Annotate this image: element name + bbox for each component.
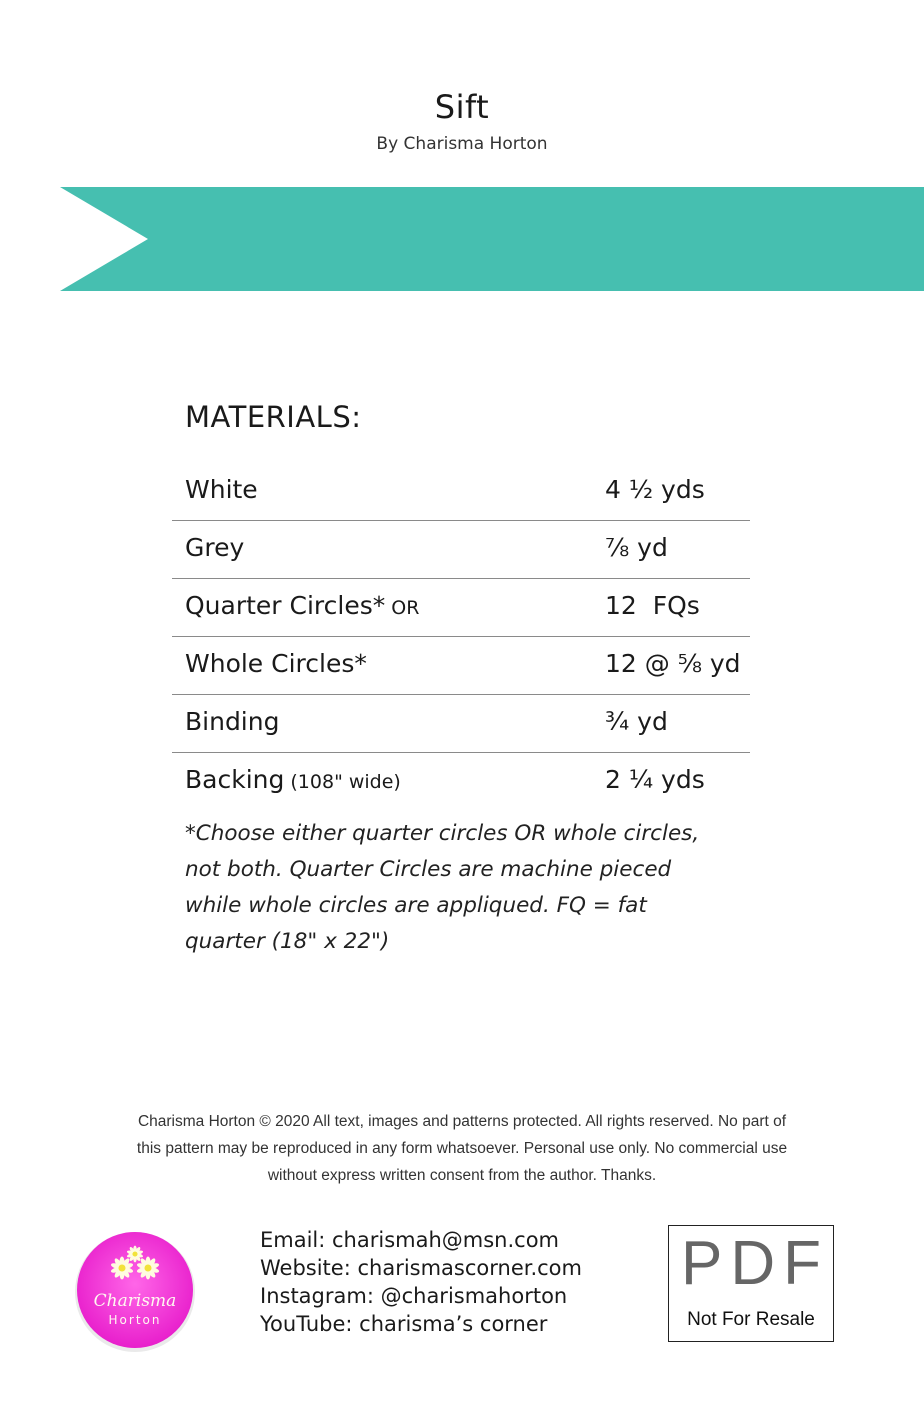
pdf-label: PDF <box>681 1229 829 1298</box>
not-for-resale-label: Not For Resale <box>687 1309 815 1330</box>
materials-row <box>172 637 750 695</box>
materials-heading: MATERIALS: <box>185 400 362 434</box>
copyright-line: without express written consent from the author. Thanks. <box>267 1167 657 1184</box>
material-name: Whole Circles* <box>185 649 367 678</box>
logo-name-line1: Charisma <box>93 1291 177 1311</box>
logo-name-line2: Horton <box>108 1313 162 1327</box>
contact-email: Email: charismah@msn.com <box>260 1228 560 1252</box>
copyright-line: Charisma Horton © 2020 All text, images and patterns protected. All rights reserved. No part of <box>137 1113 787 1130</box>
material-name-note: OR <box>385 597 420 619</box>
footnote-line: while whole circles are appliqued. FQ = fat <box>185 893 647 918</box>
material-name-note: (108" wide) <box>284 771 401 793</box>
materials-row <box>172 695 750 753</box>
materials-row <box>172 463 750 521</box>
teal-banner <box>0 187 924 295</box>
pattern-author: By Charisma Horton <box>376 134 548 154</box>
materials-row <box>172 753 750 810</box>
materials-row <box>172 579 750 637</box>
material-quantity: 12 FQs <box>605 591 700 620</box>
pdf-not-for-resale-stamp <box>668 1225 834 1342</box>
material-name: Quarter Circles* OR <box>185 591 420 620</box>
material-name: Backing (108" wide) <box>185 765 401 794</box>
material-quantity: 4 ½ yds <box>605 475 705 504</box>
footnote-line: *Choose either quarter circles OR whole circles, <box>185 821 700 846</box>
materials-row <box>172 521 750 579</box>
material-quantity: 2 ¼ yds <box>605 765 705 794</box>
materials-footnote <box>185 816 745 960</box>
material-name: Grey <box>185 533 245 562</box>
pattern-title: Sift <box>434 88 490 126</box>
copyright-notice <box>92 1108 832 1189</box>
copyright-line: this pattern may be reproduced in any form whatsoever. Personal use only. No commercial use <box>136 1140 788 1157</box>
contact-instagram: Instagram: @charismahorton <box>260 1284 568 1308</box>
contact-youtube: YouTube: charisma’s corner <box>260 1312 548 1336</box>
charisma-horton-logo <box>66 1228 204 1356</box>
material-name: White <box>185 475 258 504</box>
material-quantity: 12 @ ⅝ yd <box>605 649 741 678</box>
material-quantity: ¾ yd <box>605 707 668 736</box>
material-name: Binding <box>185 707 280 736</box>
contact-website: Website: charismascorner.com <box>260 1256 582 1280</box>
footnote-line: quarter (18" x 22") <box>185 929 390 954</box>
contact-info <box>260 1226 582 1338</box>
footnote-line: not both. Quarter Circles are machine pieced <box>185 857 672 882</box>
materials-table <box>172 463 750 810</box>
material-quantity: ⅞ yd <box>605 533 668 562</box>
